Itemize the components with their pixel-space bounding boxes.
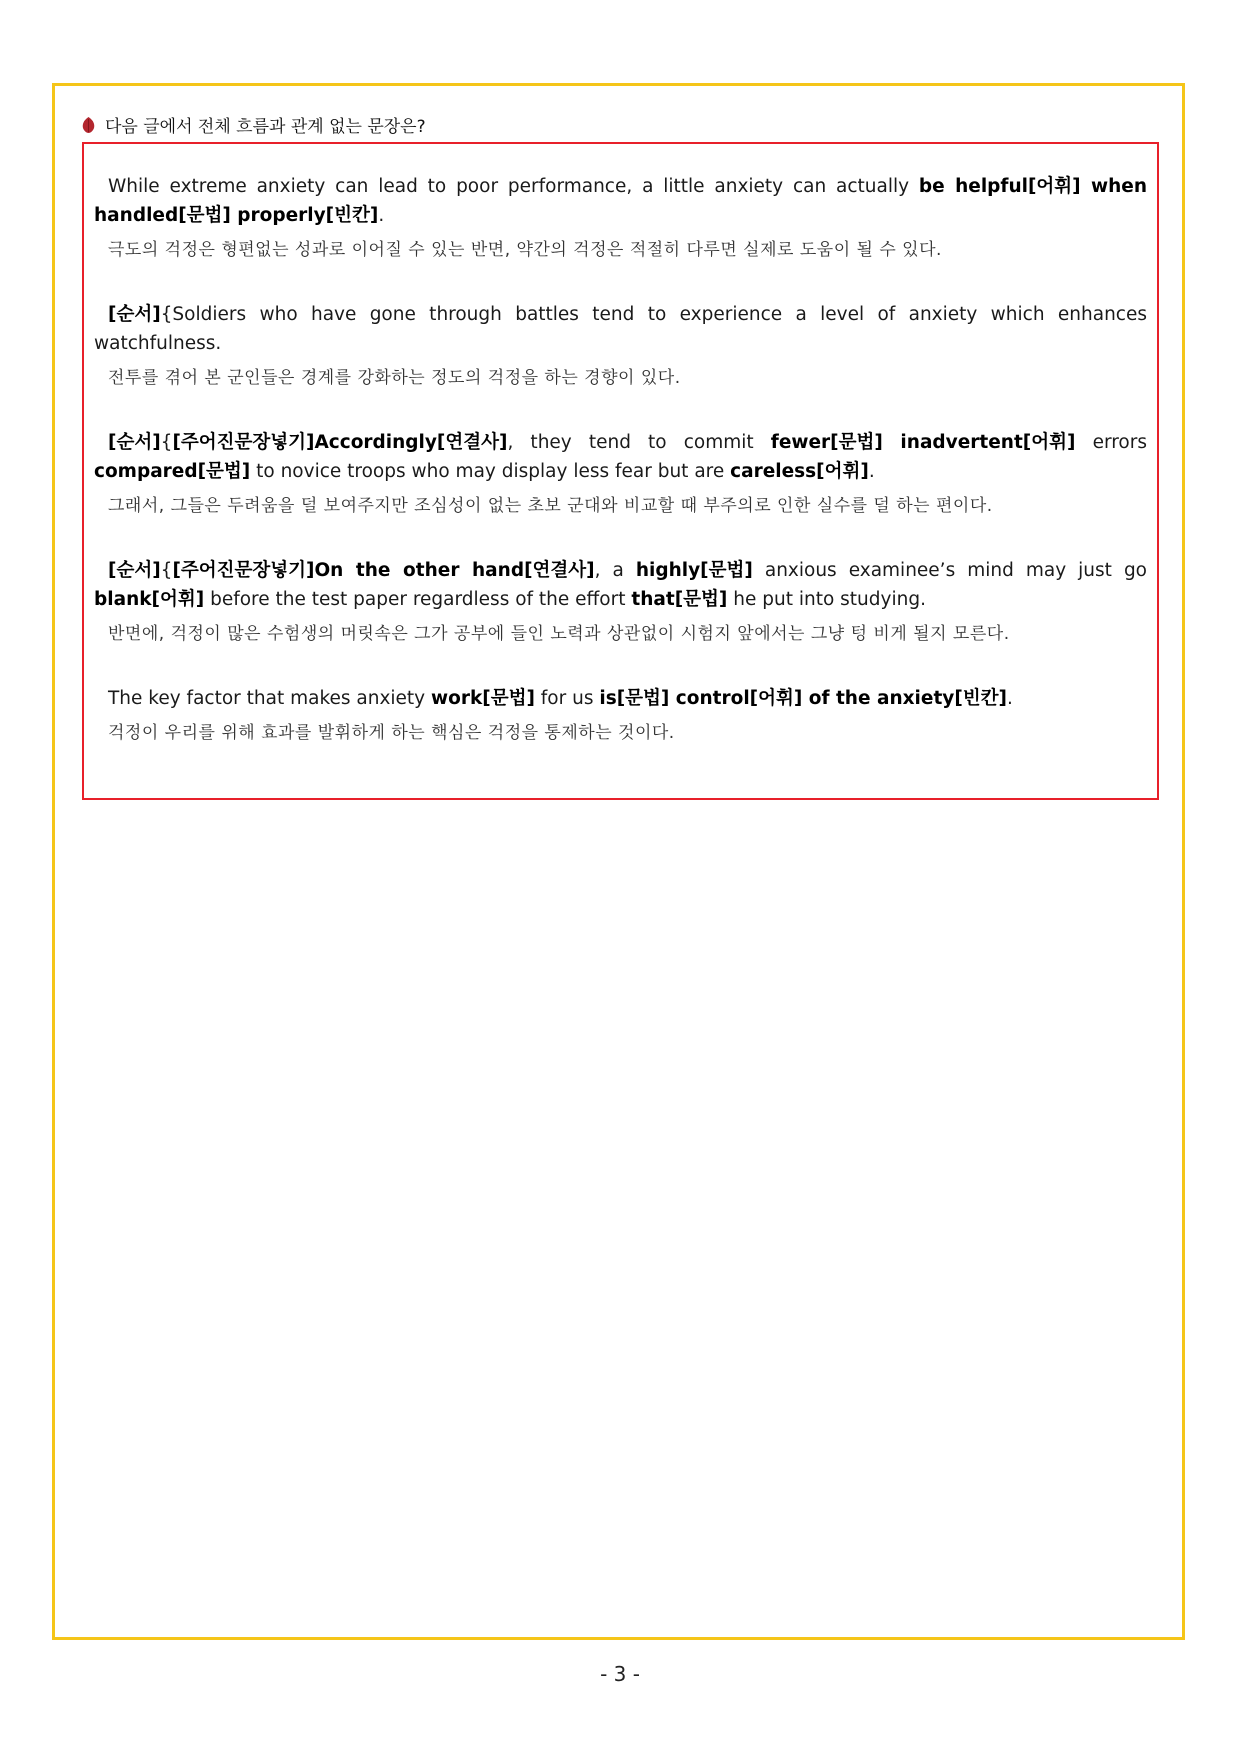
text-segment: before the test paper regardless of the effort [204, 589, 632, 610]
marked-segment: blank[어휘] [94, 589, 205, 610]
text-segment: While extreme anxiety can lead to poor performance, a little anxiety can actually [108, 176, 919, 197]
text-segment: { [160, 560, 173, 581]
text-segment: . [868, 461, 875, 482]
korean-translation: 전투를 겪어 본 군인들은 경계를 강화하는 정도의 걱정을 하는 경향이 있다. [108, 368, 681, 388]
marked-segment: careless[어휘] [730, 461, 869, 482]
marked-segment: [순서] [108, 304, 161, 325]
marked-segment: [순서] [108, 560, 161, 581]
text-segment: {Soldiers who have gone through battles tend to experience a level of anxiety which enhances watchfulness. [94, 304, 1147, 354]
text-segment: . [378, 205, 385, 226]
page-number: - 3 - [600, 1662, 640, 1686]
sentence-4 [94, 556, 1147, 646]
marked-segment: fewer[문법] inadvertent[어휘] [770, 432, 1076, 453]
sentence-3 [94, 428, 1147, 518]
marked-segment: highly[문법] [635, 560, 753, 581]
korean-translation: 그래서, 그들은 두려움을 덜 보여주지만 조심성이 없는 초보 군대와 비교할 때 부주의로 인한 실수를 덜 하는 편이다. [108, 496, 993, 516]
text-segment: errors [1075, 432, 1147, 453]
text-segment: for us [534, 688, 600, 709]
marked-segment: work[문법] [431, 688, 535, 709]
english-sentence [94, 684, 1147, 713]
korean-translation: 극도의 걱정은 형편없는 성과로 이어질 수 있는 반면, 약간의 걱정은 적절히 다루면 실제로 도움이 될 수 있다. [108, 240, 942, 260]
question-line [82, 112, 426, 137]
passage-box [82, 142, 1159, 800]
text-segment: { [160, 432, 173, 453]
sentence-2 [94, 300, 1147, 390]
marked-segment: [순서] [108, 432, 161, 453]
text-segment: , they tend to commit [507, 432, 771, 453]
marked-segment: that[문법] [631, 589, 728, 610]
marked-segment: is[문법] control[어휘] of the anxiety[빈칸] [599, 688, 1007, 709]
marked-segment: [주어진문장넣기]Accordingly[연결사] [172, 432, 508, 453]
text-segment: The key factor that makes anxiety [108, 688, 432, 709]
red-leaf-bullet-icon [82, 117, 95, 133]
text-segment: . [1007, 688, 1013, 709]
english-sentence [94, 172, 1147, 230]
korean-translation: 걱정이 우리를 위해 효과를 발휘하게 하는 핵심은 걱정을 통제하는 것이다. [108, 723, 675, 743]
english-sentence [94, 300, 1147, 358]
sentence-1 [94, 172, 1147, 262]
text-segment: anxious examinee’s mind may just go [752, 560, 1147, 581]
english-sentence [94, 556, 1147, 614]
question-text: 다음 글에서 전체 흐름과 관계 없는 문장은? [105, 117, 426, 137]
sentence-5 [94, 684, 1147, 745]
text-segment: to novice troops who may display less fear but are [250, 461, 731, 482]
marked-segment: be helpful[어휘] when handled[문법] properly[빈칸] [94, 176, 1147, 226]
text-segment: , a [594, 560, 636, 581]
text-segment: he put into studying. [727, 589, 926, 610]
english-sentence [94, 428, 1147, 486]
marked-segment: [주어진문장넣기]On the other hand[연결사] [172, 560, 595, 581]
korean-translation: 반면에, 걱정이 많은 수험생의 머릿속은 그가 공부에 들인 노력과 상관없이 시험지 앞에서는 그냥 텅 비게 될지 모른다. [108, 624, 1010, 644]
marked-segment: compared[문법] [94, 461, 251, 482]
